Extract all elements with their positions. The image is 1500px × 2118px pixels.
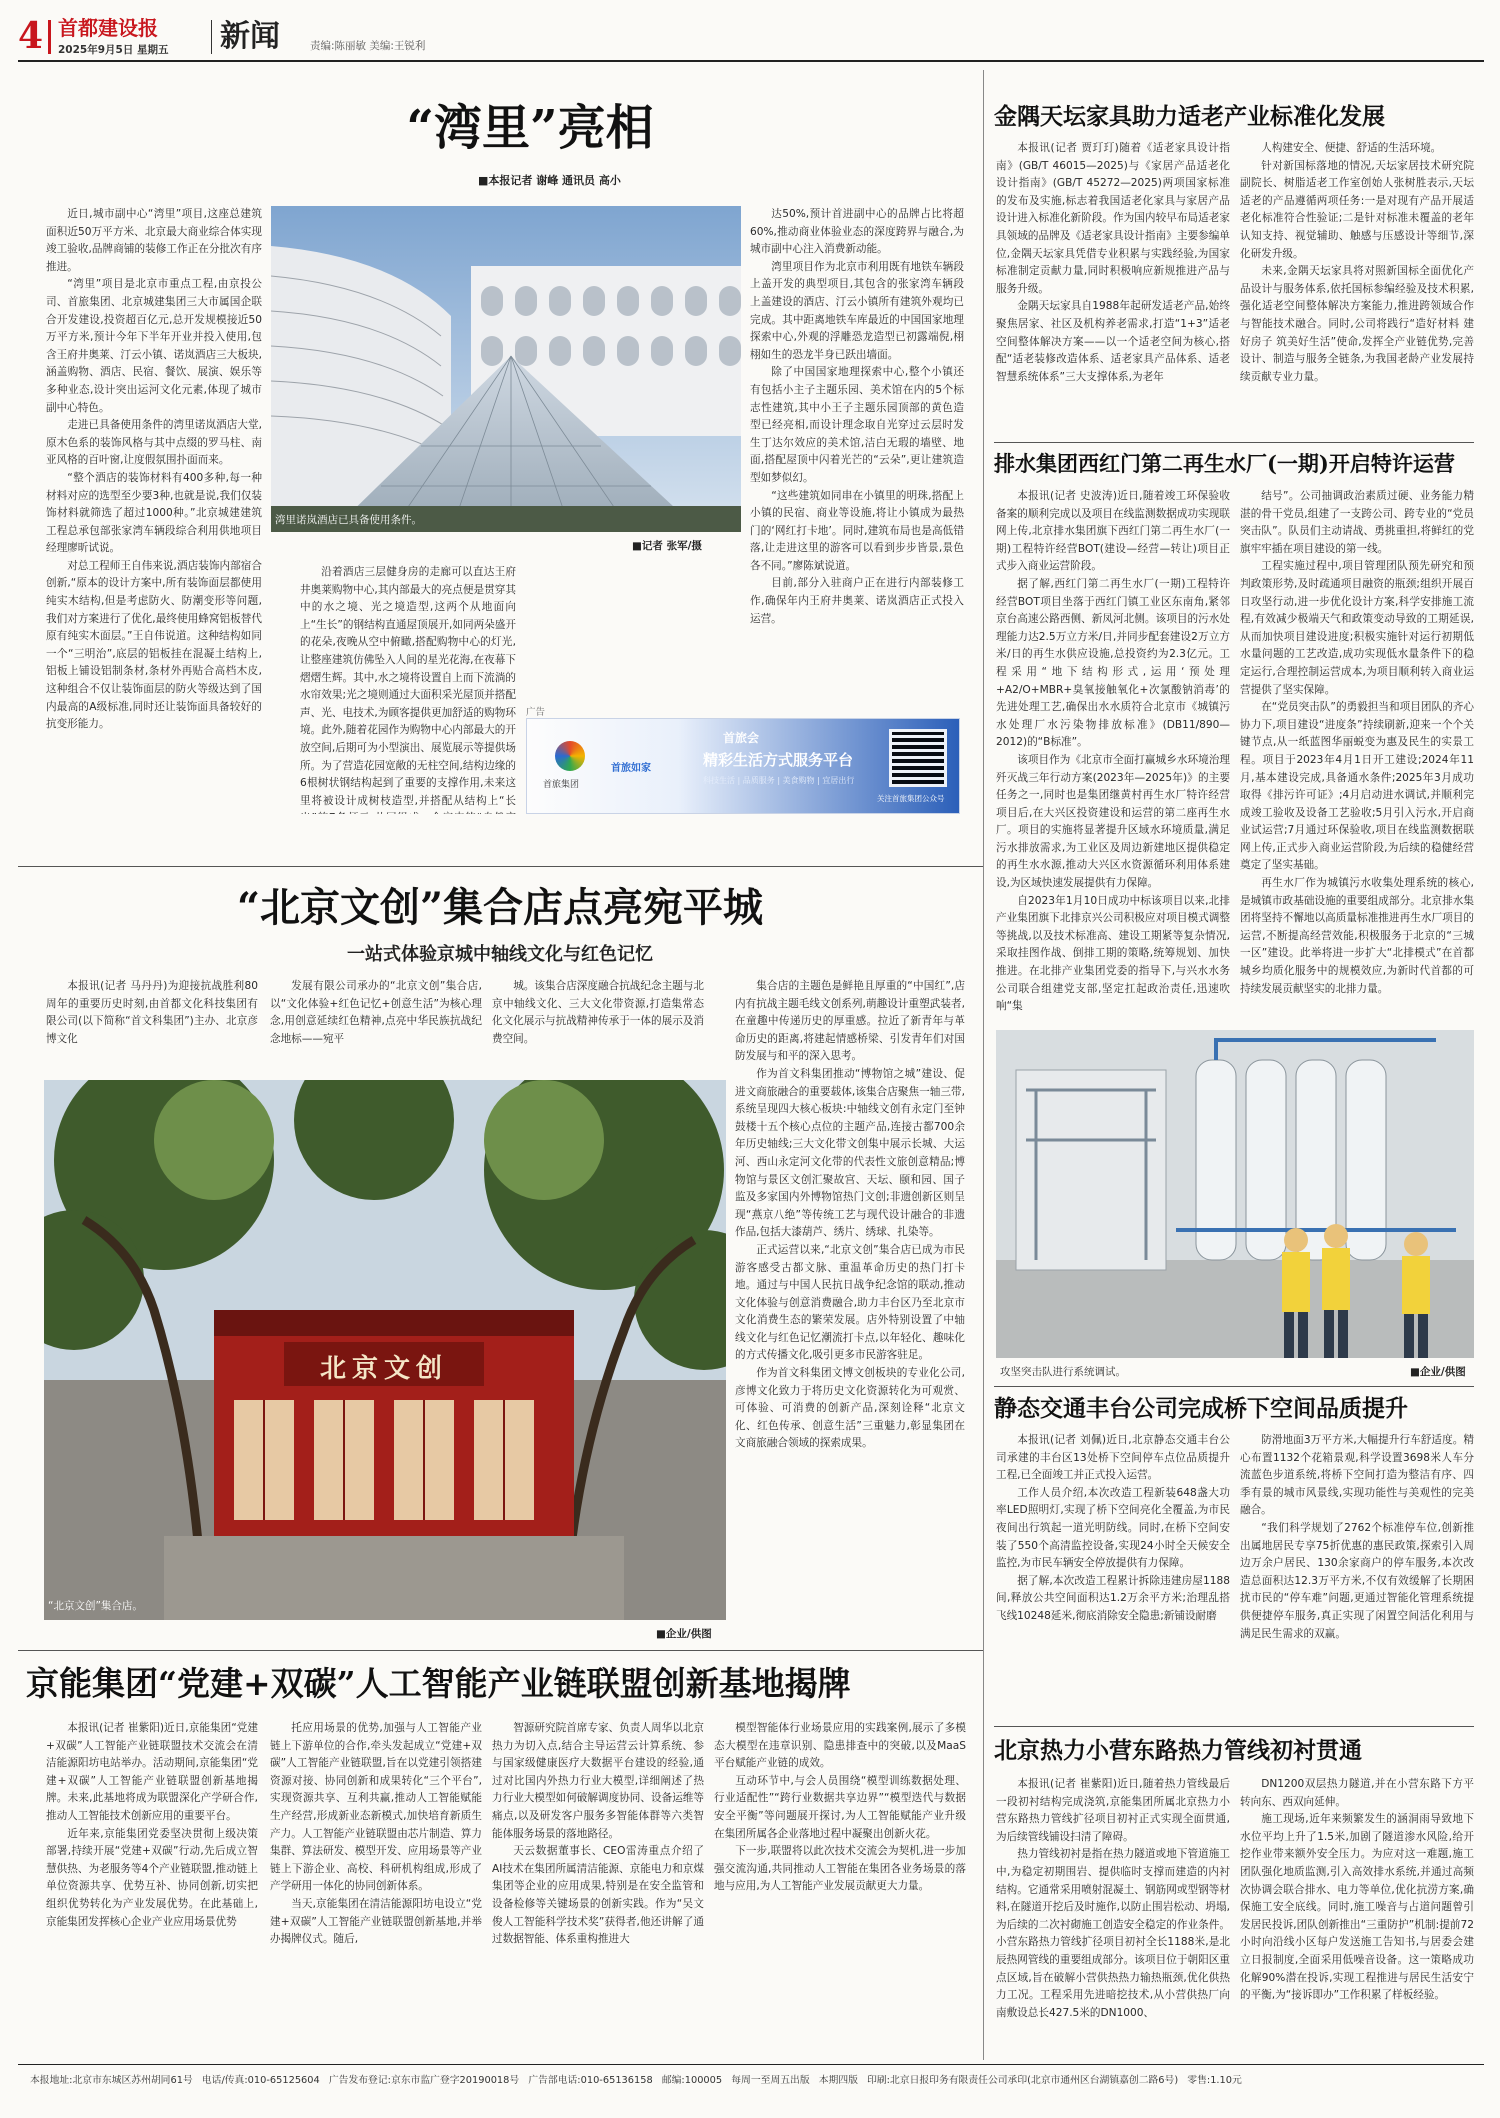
ad-qr-code[interactable] [889,729,947,787]
article5-title: 排水集团西红门第二再生水厂(一期)开启特许运营 [994,451,1455,476]
article5-photo-credit: ■企业/供图 [1410,1366,1466,1378]
water-plant-image [996,1030,1474,1358]
footer-pages: 本期四版 [818,2075,858,2086]
ad-sub: 科技生活 | 品质服务 | 美食购物 | 宜居出行 [703,776,855,785]
footer-address: 本报地址:北京市东城区苏州胡同61号 [30,2075,193,2086]
section-name: 新闻 [220,19,280,54]
ad-label: 广告 [526,707,546,718]
article7-title: 北京热力小营东路热力管线初衬贯通 [994,1737,1362,1764]
masthead-rule [18,60,1484,62]
article2-col2: 发展有限公司承办的“北京文创”集合店,以“文化体验+红色记忆+创意生活”为核心理念,用创意延续红色精神,点亮中华民族抗战纪念地标——宛平 [270,980,482,1045]
article1-col2: 沿着酒店三层健身房的走廊可以直达王府井奥莱购物中心,其内部最大的亮点便是贯穿其中的水之境、光之境造型,这两个从地面向上“生长”的钢结构直通屋顶展开,如同两朵盛开的花朵,夜晚从空中俯瞰,搭配购物中心的灯光,让整座建筑仿佛坠入人间的星光花海,在夜幕下熠熠生辉。其中,水之境将设置自上而下流淌的水帘效果;光之境则通过大面积采光屋顶并搭配声、光、电技术,为顾客提供更加舒适的购物环境。此外,随着花园作为购物中心内部最大的开放空间,后期可为小型演出、展览展示等提供场所。为了营造花园宽敞的无柱空间,结构边缘的6根树状钢结构起到了重要的支撑作用,未来这里将被设计成树枝造型,并搭配从结构上“长 [300,566,516,807]
article2-photo-caption: “北京文创”集合店。 [48,1600,143,1612]
article3-col4: 模型智能体行业场景应用的实践案例,展示了多模态大模型在违章识别、隐患排查中的突破,以及MaaS平台赋能产业链的成效。 互动环节中,与会人员围绕“模型训练数据处理、行业适配性”“跨行业数据共享边界”“模型迭代与数据安全平衡”等问题展开探讨,为人工智能赋能产业升级在集团所属各企业落地过程中凝聚出创新火花。 下一步,联盟将以此次技术交流会为契机,进一步加强交流沟通,共同推动人工智能在集团各业务场景的落地与应用,为人工智能产业发展贡献更大力量。 [714,1722,966,1893]
article2-photo-credit: ■企业/供图 [656,1628,712,1640]
footer-print: 印刷:北京日报印务有限责任公司承印(北京市通州区台湖镇嘉创二路6号) [867,2075,1179,2086]
ad-banner[interactable] [526,718,960,814]
article7-col1: 本报讯(记者 崔紫阳)近日,随着热力管线最后一段初衬结构完成浇筑,京能集团所属北京热力小营东路热力管线扩径项目初衬正式实现全面贯通,为后续管线铺设扫清了障碍。 热力管线初衬是指在热力隧道或地下管道施工中,为稳定初期围岩、提供临时支撑而建造的内衬结构。它通常采用喷射混凝土、钢筋网或型钢等材料,在隧道开挖后及时施作,以防止围岩松动、坍塌,为后续的二次衬砌施工创造安全稳定的作业条件。小营东路热力管线扩径项目初衬全长1188米,是北辰热网管线的重要组成部分。该项目位于朝阳区重点区域,旨在破解小营供热热力输热瓶颈,优化供热力工况。工程采用先进暗挖技术,从小营供热厂向南敷设总长427.5米的DN1000、 [996,1778,1230,2019]
article2-photo [44,1080,726,1620]
paper-name: 首都建设报 [58,16,158,40]
article3-title: 京能集团“党建+双碳”人工智能产业链联盟创新基地揭牌 [26,1664,851,1703]
article3-col1: 本报讯(记者 崔紫阳)近日,京能集团“党建+双碳”人工智能产业链联盟技术交流会在清洁能源阳坊电站举办。活动期间,京能集团“党建+双碳”人工智能产业链联盟创新基地揭牌。未来,此基地将成为联盟深化产学研合作,推动人工智能技术创新应用的重要平台。 近年来,京能集团党委坚决贯彻上级决策部署,持续开展“党建+双碳”行动,先后成立智慧供热、为老服务等4个产业链联盟,推动链上单位资源共享、优势互补、协同创新,切实把组织优势转化为产业发展优势。在此基础上,京能集团发挥核心企业产业应用场景优势 [46,1722,258,1928]
footer-schedule: 每周一至周五出版 [731,2075,810,2086]
article2-col4: 集合店的主题色是鲜艳且厚重的“中国红”,店内有抗战主题毛线文创系列,萌趣设计重塑武装者,在童趣中传递历史的厚重感。拉近了新青年与革命历史的距离,将建起情感桥梁、引发青年们对国防发展与和平的深入思考。 作为首文科集团推动“博物馆之城”建设、促进文商旅融合的重要载体,该集合店聚焦一轴三带,系统呈现四大核心板块:中轴线文创有永定门至钟鼓楼十五个核心点位的主题产品,连接古都700余年历史轴线;三大文化带文创集中展示长城、大运河、西山永定河文化带的代表性文旅创意精品;博物馆与景区文创汇聚故宫、天坛、颐和园、国子监及多家国内外博物馆热门文创;非遗创新区则呈现“燕京八绝”等传统工艺与现代设计融合的非遗作品,包括大漆葫芦、绣片、绣球、扎染等。 正式运营以来,“北京文创”集合店已成为市民游客感受古都文脉、重温革命历史的热门打卡地。通过与中国人民抗日战争纪念馆的联动,推动文化体验与创意消费融合,助力丰台区乃至北京市文化消费生态的繁荣发展。店外特别设置了中轴线文化与红色记忆潮流打卡点,以年轻化、趣味化的方式传播文化,吸引更多市民游客驻足。 作为首文科集团文博文创板块的专业化公司,彦博文化致力于将历史文化资源转化为可观赏、可体验、可消费的创新产品,深刻诠释“北京文化、红色传承、创意生活”三重魅力,彰显集团在文商旅融合领域的探索成果。 [735,980,965,1450]
masthead-bar-icon [48,20,51,54]
article1-title: “湾里”亮相 [406,100,654,156]
article1-photo-caption: 湾里诺岚酒店已具备使用条件。 [275,514,422,526]
footer-license: 广告发布登记:京东市监广登字20190018号 [328,2075,520,2086]
editor-credits: 责编:陈丽敏 美编:王锐利 [310,40,426,52]
ad-brand-left: 首旅集团 [543,780,580,790]
article5-col2: 结号”。公司抽调政治素质过硬、业务能力精湛的骨干党员,组建了一支跨公司、跨专业的“党员突击队”。队员们主动请战、勇挑重担,将鲜红的党旗牢牢插在项目建设的第一线。 工程实施过程中,项目管理团队预先研究和预判政策形势,及时疏通项目融资的瓶颈;组织开展百日攻坚行动,进一步优化设计方案,科学安排施工流程,有效减少极端天气和政策变动导致的工期延误,从而加快项目建设进度;积极实施针对运行初期低水量问题的工艺改造,成功实现低水量条件下的稳定运行,合理控制运营成本,为项目顺利转入商业运营提供了坚实保障。 在“党员突击队”的勇毅担当和项目团队的齐心协力下,项目建设“进度条”持续刷新,迎来一个个关键节点,从一纸蓝图华丽蜕变为惠及民生的实景工程。项目于2023年4月1日开工建设;2024年11月,基本建设完成,具备通水条件;2025年3月成功取得《排污许可证》;4月启动进水调试,并顺利完成竣工验收及设备工艺验收;5月引入污水,开启商业试运营;7月通过环保验收,项目在线监测数据联网上传,正式步入商业运营阶段,为后续的稳健经营奠定了坚实基础。 再生水厂作为城镇污水收集处理系统的核心,是城镇市政基础设施的重要组成部分。北京排水集团将坚持不懈地以高质量标准推进再生水厂项目的运营,不断提高经营效能,积极服务于北京的“三城一区”建设。此举将进一步扩大“北排模式”在首都城乡均质化服务中的规模效应,为新时代首都的可持续发展贡献坚实的北排力量。 [1240,490,1474,995]
section-rule-5 [994,1726,1474,1727]
article5-photo [996,1030,1474,1358]
ad-brand-mid: 首旅如家 [611,763,651,774]
article3-col3: 智源研究院首席专家、负责人周华以北京热力为切入点,结合主导运营云计算系统、参与国家级健康医疗大数据平台建设的经验,通过对比国内外热力行业大模型,详细阐述了热力行业大模型如何破解调度协同、设备运维等痛点,以及研发客户服务多智能体群等六类智能体服务场景的落地路径。 天云数据董事长、CEO雷涛重点介绍了AI技术在集团所属清洁能源、京能电力和京煤集团等企业的应用成果,特别是在安全监管和设备检修等关键场景的创新实践。作为“吴文俊人工智能科学技术奖”获得者,他还讲解了通过数据智能、体系重构推进大 [492,1722,704,1946]
article1-col3: 达50%,预计首进副中心的品牌占比将超60%,推动商业体验业态的深度跨界与融合,为城市副中心注入消费新动能。 湾里项目作为北京市利用既有地铁车辆段上盖开发的典型项目,其包含的张家湾车辆段上盖建设的酒店、汀云小镇所有建筑外观均已完成。其中距离地铁车库最近的中国国家地理探索中心,外观的浮雕恐龙造型已初露端倪,栩栩如生的恐龙半身已跃出墙面。 除了中国国家地理探索中心,整个小镇还有包括小主子主题乐园、美术馆在内的5个标志性建筑,其中小王子主题乐园顶部的黄色造型已经亮相,而设计理念取自光穿过云层时发生丁达尔效应的美术馆,洁白无瑕的墙壁、地面,搭配屋顶中闪着光芒的“云朵”,更让建筑造型如梦似幻。 “这些建筑如同串在小镇里的明珠,搭配上小镇的民宿、商业等设施,将让小镇成为最热门的‘网红打卡地’。同时,建筑布局也是高低错落,让走进这里的游客可以看到步步皆景,景色各不同。”廖陈斌说道。 目前,部分入驻商户正在进行内部装修工作,确保年内王府井奥莱、诺岚酒店正式投入运营。 [750,208,964,625]
article4-col2: 人构建安全、便捷、舒适的生活环境。 针对新国标落地的情况,天坛家居技术研究院副院长、树脂适老工作室创始人张树胜表示,天坛适老的产品遵循两项任务:一是对现有产品开展适老化标准符合性验证;二是针对标准未覆盖的老年认知支持、视觉辅助、触感与压感设计等细节,深化研发升级。 未来,金隅天坛家具将对照新国标全面优化产品设计与服务体系,依托国标参编经验及技术积累,强化适老空间整体解决方案能力,推进跨领域合作与智能技术融合。同时,公司将践行“造好材料 建好房子 筑美好生活”使命,发挥全产业链优势,完善设计、制造与服务全链条,为我国老龄产业发展持续贡献专业力量。 [1240,142,1474,383]
masthead [18,14,1484,60]
footer-price: 零售:1.10元 [1187,2075,1242,2086]
article6-col1: 本报讯(记者 刘佩)近日,北京静态交通丰台公司承建的丰台区13处桥下空间停车点位品质提升工程,已全面竣工并正式投入运营。 工作人员介绍,本次改造工程新装648盏大功率LED照明灯,实现了桥下空间亮化全覆盖,为市民夜间出行筑起一道光明防线。同时,在桥下空间安装了550个高清监控设备,实现24小时全天候安全监控,为市民车辆安全停放提供有力保障。 据了解,本次改造工程累计拆除违建房屋1188间,释放公共空间面积达1.2万余平方米;治理乱搭飞线10248延米,彻底消除安全隐患;新铺设耐磨 [996,1434,1230,1622]
footer-rule [18,2064,1484,2065]
article1-byline: ■本报记者 谢峰 通讯员 高小 [478,174,621,187]
article1-photo [271,206,741,532]
masthead-divider [211,20,212,54]
ad-brand-top: 首旅会 [723,731,760,745]
article6-title: 静态交通丰台公司完成桥下空间品质提升 [994,1395,1408,1422]
section-rule-1 [18,866,983,867]
ad-qr-caption: 关注首旅集团公众号 [877,794,945,803]
article1-col2b [525,564,741,694]
article3-col2: 托应用场景的优势,加强与人工智能产业链上下游单位的合作,牵头发起成立“党建+双碳”人工智能产业链联盟,旨在以党建引领搭建资源对接、协同创新和成果转化“三个平台”,实现资源共享、互利共赢,推动人工智能赋能生产经营,形成新业态新模式,加快培育新质生产力。人工智能产业链联盟由芯片制造、算力集群、算法研发、模型开发、应用场景等产业链上下游企业、高校、科研机构组成,形成了产学研用一体化的协同创新体系。 当天,京能集团在清洁能源阳坊电设立“党建+双碳”人工智能产业链联盟创新基地,并举办揭牌仪式。随后, [270,1722,482,1946]
footer-postcode: 邮编:100005 [661,2075,723,2086]
footer-ad-phone: 广告部电话:010-65136158 [528,2075,653,2086]
section-rule-4 [994,1386,1474,1387]
article5-photo-caption: 攻坚突击队进行系统调试。 [1000,1366,1126,1378]
issue-date: 2025年9月5日 星期五 [58,44,169,56]
column-separator [983,70,984,2060]
ad-logo-icon [555,741,585,771]
footer [30,2072,1480,2094]
article4-title: 金隅天坛家具助力适老产业标准化发展 [994,103,1385,130]
section-rule-3 [994,442,1474,443]
article6-col2: 防滑地面3万平方米,大幅提升行车舒适度。精心布置1132个花箱景观,科学设置3698米人车分流蓝色步道系统,将桥下空间打造为整洁有序、四季有景的城市风景线,实现功能性与美观性的完美融合。 “我们科学规划了2762个标准停车位,创新推出属地居民专享75折优惠的惠民政策,探索引入周边万余户居民、130余家商户的停车服务,本次改造总面积达12.3万平方米,不仅有效缓解了长期困扰市民的“停车难”问题,更通过智能化管理系统提供便捷停车服务,真正实现了闲置空间活化利用与满足民生需求的双赢。 [1240,1434,1474,1640]
article2-col3: 城。该集合店深度融合抗战纪念主题与北京中轴线文化、三大文化带资源,打造集常态化文化展示与抗战精神传承于一体的展示及消费空间。 [492,980,704,1045]
ad-slogan: 精彩生活方式服务平台 [703,751,854,769]
footer-phone: 电话/传真:010-65125604 [201,2075,320,2086]
page-number: 4 [18,15,44,57]
section-rule-2 [18,1650,983,1651]
article1-col1: 近日,城市副中心“湾里”项目,这座总建筑面积近50万平方米、北京最大商业综合体实现竣工验收,品牌商铺的装修工作正在分批次有序推进。 “湾里”项目是北京市重点工程,由京投公司、首旅集团、北京城建集团三大市属国企联合开发建设,投资超百亿元,总开发规模接近50万平方米,预计今年下半年开业并投入使用,包含王府井奥莱、汀云小镇、诺岚酒店三大板块,涵盖购物、酒店、民宿、餐饮、展演、娱乐等多种业态,设计突出运河文化元素,体现了城市副中心特色。 走进已具备使用条件的湾里诺岚酒店大堂,原木色系的装饰风格与其中点缀的罗马柱、南亚风格的百叶窗,让度假氛围扑面而来。 “整个酒店的装饰材料有400多种,每一种材料对应的选型至少要3种,也就是说,我们仅装饰材料就筛选了超过1000种。”北京城建建筑工程总承包部张家湾车辆段综合利用供地项目经理廖昕试说。 对总工程师王自伟来说,酒店装饰内部宿合创新,“原本的设计方案中,所有装饰面层都使用纯实木结构,但是考虑防火、防潮变形等问题,我们对方案进行了优化,最终使用蜂窝铝板替代原有纯实木面层。”王自伟说道。这种结构如同一个“三明治”,底层的铝板挂在混凝土结构上,铝板上铺设铝制条材,条材外再贴合高档木皮,这种组合不仅让装饰面层的防火等级达到了国内最高的A级标准,同时还让装饰面具备较好的抗变形能力。 [46,208,262,731]
dome-building-image [271,206,741,532]
article2-subtitle: 一站式体验京城中轴线文化与红色记忆 [347,944,653,965]
article2-col1: 本报讯(记者 马丹丹)为迎接抗战胜利80周年的重要历史时刻,由首都文化科技集团有限公司(以下简称“首文科集团”)主办、北京彦博文化 [46,980,258,1045]
shop-sign: 北京文创 [319,1354,448,1384]
article4-col1: 本报讯(记者 贾玎玎)随着《适老家具设计指南》(GB/T 46015—2025)与《家居产品适老化设计指南》(GB/T 45272—2025)两项国家标准的发布及实施,标志着我国适老化家具与家居产品设计进入标准化新阶段。作为国内较早布局适老家具领域的品牌及《适老家具设计指南》主要参编单位,金隅天坛家具凭借专业积累与实践经验,为国家标准制定贡献力量,同时积极响应新规推进产品与服务升级。 金隅天坛家具自1988年起研发适老产品,始终聚焦居家、社区及机构养老需求,打造“1+3”适老空间整体解决方案——以一个适老空间为核心,搭配“适老装修改造体系、适老家具产品体系、适老智慧系统体系”三大支撑体系,为老年 [996,142,1230,383]
article2-title: “北京文创”集合店点亮宛平城 [236,884,763,931]
article7-col2: DN1200双层热力隧道,并在小营东路下方平转向东、西双向延伸。 施工现场,近年来频繁发生的涵洞雨导致地下水位平均上升了1.5米,加剧了隧道渗水风险,给开挖作业带来额外安全压力。为应对这一难题,施工团队强化地质监测,引入高效排水系统,并通过高频次协调会联合排水、电力等单位,优化抗涝方案,确保施工安全底线。同时,施工噪音与占道问题曾引发居民投诉,团队创新推出“三重防护”机制:提前72小时向沿线小区每户发送施工告知书,与居委会建立日报制度,全面采用低噪音设备。这一策略成功化解90%潜在投诉,实现工程推进与居民生活安宁的平衡,为“接诉即办”工作积累了样板经验。 [1240,1778,1474,2002]
article1-photo-credit: ■记者 张军/摄 [632,540,702,552]
article5-col1: 本报讯(记者 史波涛)近日,随着竣工环保验收备案的顺利完成以及项目在线监测数据成功实现联网上传,北京排水集团旗下西红门第二再生水厂(一期)工程特许经营BOT(建设—经营—转让)项目正式步入商业运营阶段。 据了解,西红门第二再生水厂(一期)工程特许经营BOT项目坐落于西红门镇工业区东南角,紧邻京台高速公路西侧、新凤河北侧。该项目的污水处理能力达2.5万立方米/日,并同步配套建设2万立方米/日的再生水供应设施,总投资约为2.3亿元。工程采用“地下结构形式,运用‘预处理+A2/O+MBR+臭氧接触氧化+次氯酸钠消毒’的先进处理工艺,确保出水水质符合北京市《城镇污水处理厂水污染物排放标准》(DB11/890—2012)的“B标准”。 该项目作为《北京市全面打赢城乡水环境治理歼灭战三年行动方案(2023年—2025年)》的主要任务之一,同时也是集团继黄村再生水厂特许经营项目后,在大兴区投资建设和运营的第二座再生水厂。项目的实施将显著提升区域水环境质量,满足污水排放需求,为工业区及周边新建地区提供稳定的再生水水源,推动大兴区水资源循环利用体系建设,为区域快速发展提供有力保障。 自2023年1月10日成功中标该项目以来,北排产业集团旗下北排京兴公司积极应对项目模式调整等挑战,以及技术标准高、建设工期紧等复杂情况,采取挂图作战、倒排工期的策略,统筹规划、加快推进。在北排产业集团党委的指导下,与兴水水务公司联合组建党支部,坚定扛起政治责任,迅速吹响“集 [996,490,1230,1013]
